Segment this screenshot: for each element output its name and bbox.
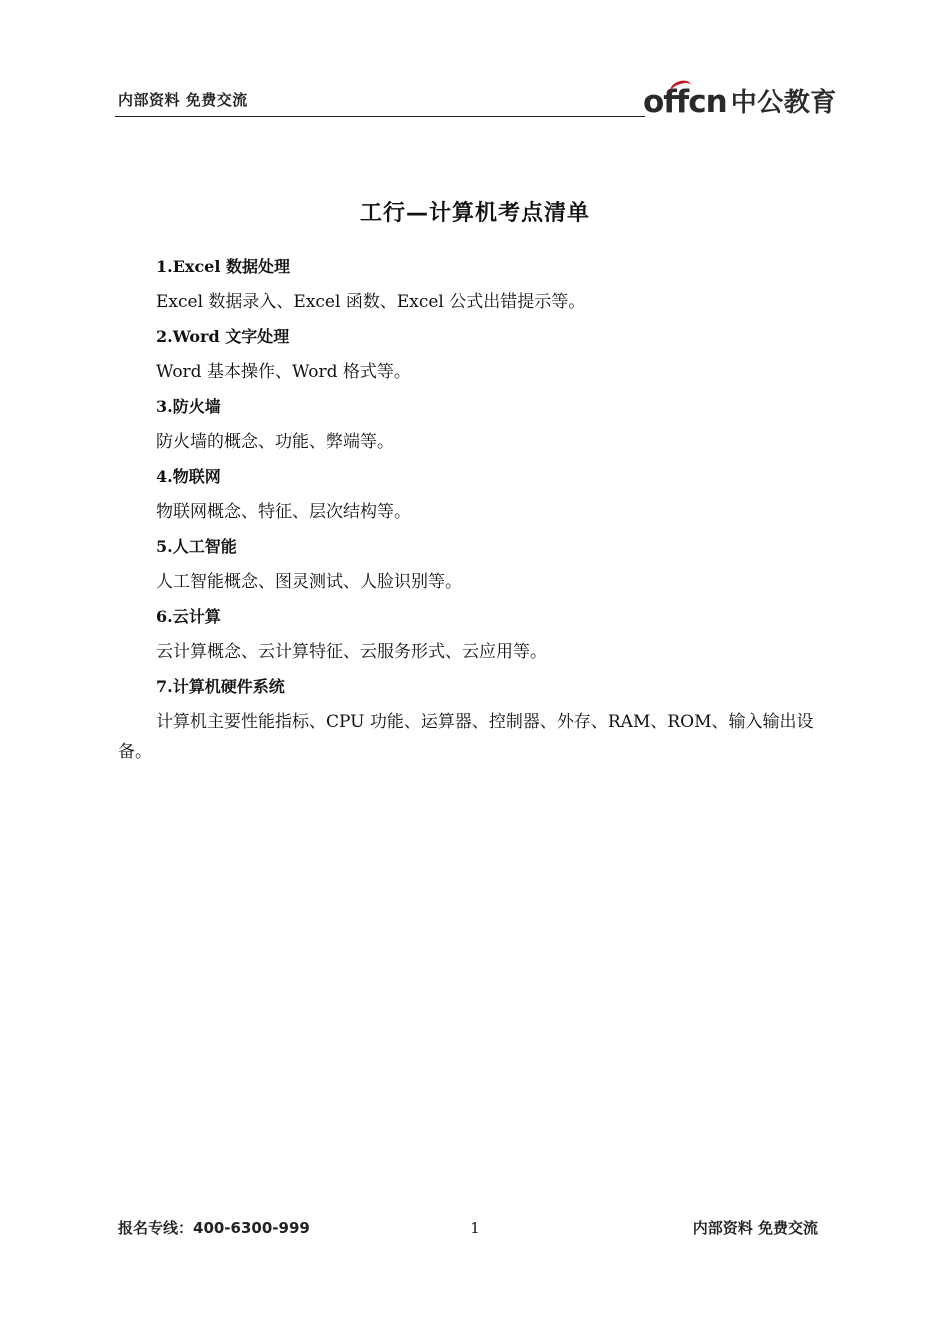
section-heading: 7.计算机硬件系统 [156, 677, 285, 696]
header-note: 内部资料 免费交流 [118, 91, 248, 109]
section-heading: 4.物联网 [156, 467, 221, 486]
page-number: 1 [470, 1219, 480, 1237]
logo-wordmark-en: offcn [643, 87, 727, 118]
section-hardware [118, 676, 834, 767]
section-body: 云计算概念、云计算特征、云服务形式、云应用等。 [156, 642, 547, 662]
section-heading: 6.云计算 [156, 607, 221, 626]
header-divider [115, 116, 645, 117]
section-heading: 5.人工智能 [156, 537, 237, 556]
section-ai [118, 536, 834, 597]
footer-note: 内部资料 免费交流 [692, 1219, 818, 1237]
section-body: 人工智能概念、图灵测试、人脸识别等。 [156, 572, 462, 592]
section-body: Excel 数据录入、Excel 函数、Excel 公式出错提示等。 [156, 292, 586, 312]
section-body: 物联网概念、特征、层次结构等。 [156, 502, 411, 522]
logo-wordmark-cn: 中公教育 [730, 88, 837, 118]
section-cloud [118, 606, 834, 667]
section-body: 防火墙的概念、功能、弊端等。 [156, 432, 394, 452]
section-body: Word 基本操作、Word 格式等。 [156, 362, 411, 382]
document-title: 工行—计算机考点清单 [359, 201, 590, 226]
section-body: 计算机主要性能指标、CPU 功能、运算器、控制器、外存、RAM、ROM、输入输出设备。 [118, 712, 814, 762]
section-heading: 2.Word 文字处理 [156, 327, 290, 346]
section-iot [118, 466, 834, 527]
section-firewall [118, 396, 834, 457]
section-heading: 3.防火墙 [156, 397, 221, 416]
footer-hotline: 报名专线：400-6300-999 [118, 1219, 310, 1237]
section-word [118, 326, 834, 387]
section-heading: 1.Excel 数据处理 [156, 257, 291, 276]
document-body [118, 256, 834, 776]
offcn-logo [643, 76, 837, 118]
section-excel [118, 256, 834, 317]
